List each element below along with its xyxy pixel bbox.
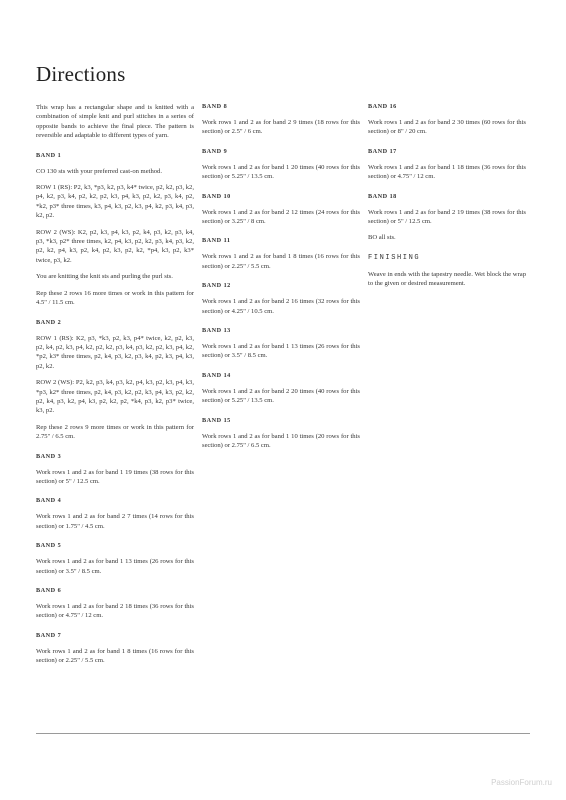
- finishing-heading: FINISHING: [368, 253, 421, 262]
- band-5-heading: BAND 5: [36, 542, 62, 550]
- band-2-row-2: ROW 2 (WS): P2, k2, p3, k4, p3, k2, p4, k3, p2, k3, p4, k3, *p3, k2* three times, p2, k4, p3, k2, p2, k3, p4, k3, p2, k2, p2, k4, p3, k2, p4, k3, p2, k2, p2, *k4, p3, k2, p3* twice, k3, p2.: [36, 379, 194, 415]
- band-9-heading: BAND 9: [202, 147, 228, 155]
- band-10-text: Work rows 1 and 2 as for band 2 12 times (24 rows for this section) or 3.25" / 8 cm.: [202, 208, 360, 226]
- band-15-text: Work rows 1 and 2 as for band 1 10 times (20 rows for this section) or 2.75" / 6.5 cm.: [202, 432, 360, 450]
- band-4-heading: BAND 4: [36, 497, 62, 505]
- band-13-section: [202, 327, 360, 361]
- column-right: [368, 103, 526, 300]
- band-11-section: [202, 237, 360, 271]
- band-1-repeat: Rep these 2 rows 16 more times or work in this pattern for 4.5" / 11.5 cm.: [36, 289, 194, 307]
- band-8-section: [202, 103, 360, 137]
- band-7-section: [36, 632, 194, 666]
- intro-section: [36, 103, 194, 141]
- finishing-text: Weave in ends with the tapestry needle. Wet block the wrap to the given or desired measurement.: [368, 270, 526, 288]
- band-14-text: Work rows 1 and 2 as for band 2 20 times (40 rows for this section) or 5.25" / 13.5 cm.: [202, 387, 360, 405]
- band-4-text: Work rows 1 and 2 as for band 2 7 times (14 rows for this section) or 1.75" / 4.5 cm.: [36, 513, 194, 530]
- intro-paragraph: This wrap has a rectangular shape and is knitted with a combination of simple knit and purl stitches in a series of opposite bands to achieve the final piece. The pattern is reversible and adaptable to different types of yarn.: [36, 104, 194, 140]
- band-16-heading: BAND 16: [368, 103, 397, 110]
- band-15-section: [202, 417, 360, 451]
- band-10-heading: BAND 10: [202, 192, 231, 200]
- band-6-section: [36, 587, 194, 621]
- band-8-heading: BAND 8: [202, 103, 228, 110]
- band-2-heading: BAND 2: [36, 318, 62, 326]
- watermark: PassionForum.ru: [491, 778, 552, 787]
- band-8-text: Work rows 1 and 2 as for band 2 9 times (18 rows for this section) or 2.5" / 6 cm.: [202, 119, 360, 136]
- column-middle: [202, 103, 360, 462]
- page-title: Directions: [36, 62, 126, 86]
- band-2-row-1: ROW 1 (RS): K2, p3, *k3, p2, k3, p4* twice, k2, p2, k3, p2, k4, p2, k3, p4, k2, p2, k2, p3, k4, p3, k2, p2, k3, p4, k2, *p2, k3* three times, p2, k4, p3, k2, p3, k4, p2, k3, p4, k3, p2, k2.: [36, 334, 194, 370]
- band-12-section: [202, 282, 360, 316]
- band-18-text: Work rows 1 and 2 as for band 2 19 times (38 rows for this section) or 5" / 12.5 cm.: [368, 208, 526, 226]
- band-15-heading: BAND 15: [202, 416, 231, 424]
- band-1-note: You are knitting the knit sts and purling the purl sts.: [36, 273, 173, 281]
- band-18-heading: BAND 18: [368, 192, 397, 200]
- column-left: [36, 103, 194, 677]
- band-9-text: Work rows 1 and 2 as for band 1 20 times (40 rows for this section) or 5.25" / 13.5 cm.: [202, 163, 360, 181]
- band-2-section: [36, 319, 194, 442]
- band-17-heading: BAND 17: [368, 147, 397, 155]
- band-7-text: Work rows 1 and 2 as for band 1 8 times (16 rows for this section) or 2.25" / 5.5 cm.: [36, 647, 194, 665]
- finishing-section: [368, 254, 526, 289]
- band-13-text: Work rows 1 and 2 as for band 1 13 times (26 rows for this section) or 3.5" / 8.5 cm.: [202, 343, 360, 360]
- band-10-section: [202, 193, 360, 227]
- band-3-text: Work rows 1 and 2 as for band 1 19 times (38 rows for this section) or 5" / 12.5 cm.: [36, 468, 194, 485]
- band-1-heading: BAND 1: [36, 151, 62, 159]
- band-6-text: Work rows 1 and 2 as for band 2 18 times (36 rows for this section) or 4.75" / 12 cm.: [36, 603, 194, 620]
- band-2-repeat: Rep these 2 rows 9 more times or work in this pattern for 2.75" / 6.5 cm.: [36, 423, 194, 441]
- band-17-text: Work rows 1 and 2 as for band 1 18 times (36 rows for this section) or 4.75" / 12 cm.: [368, 163, 526, 181]
- band-11-heading: BAND 11: [202, 237, 231, 245]
- band-7-heading: BAND 7: [36, 631, 62, 639]
- band-6-heading: BAND 6: [36, 587, 62, 594]
- footer-rule: [36, 733, 530, 734]
- band-9-section: [202, 148, 360, 182]
- band-1-row-1: ROW 1 (RS): P2, k3, *p3, k2, p3, k4* twice, p2, k2, p3, k2, p4, k2, p3, k4, p2, k2, p2, k3, p4, k3, p2, k2, p3, k4, p2, *k2, p3* three times, k3, p4, k3, p2, k3, p4, k2, p3, k4, p3, k2, p2.: [36, 184, 194, 220]
- band-1-row-2: ROW 2 (WS): K2, p2, k3, p4, k3, p2, k4, p3, k2, p3, k4, p3, *k3, p2* three times, k2, p4, k3, p2, k2, p3, k4, p3, k2, p2, k2, p4, k3, p2, k4, p2, k3, p2, k2, *p4, k3, p2, k3* twice, p3, k2.: [36, 228, 194, 264]
- band-1-section: [36, 152, 194, 308]
- band-4-section: [36, 497, 194, 531]
- bind-off-instruction: BO all sts.: [368, 234, 396, 242]
- band-11-text: Work rows 1 and 2 as for band 1 8 times (16 rows for this section) or 2.25" / 5.5 cm.: [202, 253, 360, 270]
- band-12-text: Work rows 1 and 2 as for band 2 16 times (32 rows for this section) or 4.25" / 10.5 cm.: [202, 298, 360, 315]
- band-12-heading: BAND 12: [202, 282, 231, 290]
- band-3-heading: BAND 3: [36, 452, 62, 460]
- band-14-section: [202, 372, 360, 406]
- band-18-section: [368, 193, 526, 243]
- band-5-text: Work rows 1 and 2 as for band 1 13 times (26 rows for this section) or 3.5" / 8.5 cm.: [36, 558, 194, 575]
- band-17-section: [368, 148, 526, 182]
- band-5-section: [36, 542, 194, 576]
- band-13-heading: BAND 13: [202, 327, 231, 335]
- band-16-text: Work rows 1 and 2 as for band 2 30 times (60 rows for this section) or 8" / 20 cm.: [368, 119, 526, 136]
- band-16-section: [368, 103, 526, 137]
- band-3-section: [36, 453, 194, 487]
- cast-on-instruction: CO 130 sts with your preferred cast-on method.: [36, 167, 162, 175]
- band-14-heading: BAND 14: [202, 371, 231, 379]
